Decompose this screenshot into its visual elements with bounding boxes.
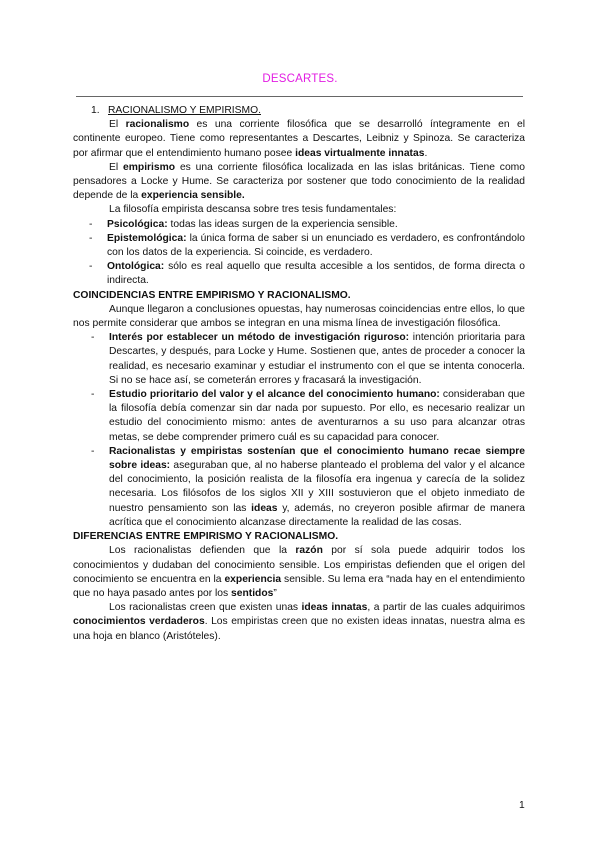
document-body <box>73 104 525 644</box>
list-item-thesis: - Epistemológica: la única forma de saber si un enunciado es verdadero, es confrontándolo con los datos de la experiencia. Si coincide, es verdadero. <box>89 232 525 259</box>
title-rule <box>76 96 523 97</box>
heading-coincidencias: COINCIDENCIAS ENTRE EMPIRISMO Y RACIONALISMO. <box>73 289 351 301</box>
list-item-thesis: - Psicológica: todas las ideas surgen de la experiencia sensible. <box>89 218 398 230</box>
section-title: RACIONALISMO Y EMPIRISMO. <box>108 105 261 116</box>
paragraph-tesis-intro: La filosofía empirista descansa sobre tres tesis fundamentales: <box>109 204 397 216</box>
list-item-coincidencia: - Estudio prioritario del valor y el alcance del conocimiento humano: consideraban que la filosofía debía comenzar sin dar nada por supuesto. Por ello, es necesario realizar un estudio del conocimiento mismo: antes de aventurarnos a su uso para alcanzar otras metas, se debe comprender primero cuál es su capacidad para conocer. <box>91 389 525 443</box>
list-item-thesis: - Ontológica: sólo es real aquello que resulta accesible a los sentidos, de forma directa o indirecta. <box>89 261 525 287</box>
paragraph-coincidencias-intro: Aunque llegaron a conclusiones opuestas, hay numerosas coincidencias entre ellos, lo que nos permite considerar que ambos se integran en una misma línea de investigación filosófica. <box>73 303 525 330</box>
page-number: 1 <box>519 800 525 811</box>
paragraph-racionalismo: El racionalismo es una corriente filosófica que se desarrolló íntegramente en el continente europeo. Tiene como representantes a Descartes, Leibniz y Spinoza. Se caracteriza por afirmar que el entendimiento humano posee ideas virtualmente innatas. <box>73 119 525 159</box>
paragraph-empirismo: El empirismo es una corriente filosófica localizada en las islas británicas. Tiene como pensadores a Locke y Hume. Se caracteriza por sostener que todo conocimiento de la realidad depende de la experiencia sensible. <box>73 161 525 202</box>
section-heading-1 <box>73 104 525 118</box>
paragraph-diferencias-1: Los racionalistas defienden que la razón por sí sola puede adquirir todos los conocimientos y dudaban del conocimiento sensible. Los empiristas defienden que el origen del conocimiento se encuentra en la experiencia sensible. Su lema era “nada hay en el entendimiento que no haya pasado antes por los sentidos” <box>73 545 525 599</box>
paragraph-diferencias-2: Los racionalistas creen que existen unas ideas innatas, a partir de las cuales adquirimos conocimientos verdaderos. Los empiristas creen que no existen ideas innatas, nuestra alma es una hoja en blanco (Aristóteles). <box>73 602 525 642</box>
list-item-coincidencia: - Racionalistas y empiristas sostenían que el conocimiento humano recae siempre sobre ideas: aseguraban que, al no haberse planteado el problema del valor y el alcance del conocimiento, la posición realista de la filosofía era ingenua y carecía de la solidez necesaria. Los filósofos de los siglos XII y XIII sostuvieron que el objeto inmediato de nuestro pensamiento son las ideas y, además, no creyeron posible afirmar de manera acrítica que el conocimiento alcanzase directamente la realidad de las cosas. <box>91 445 525 528</box>
section-number: 1. <box>91 105 100 116</box>
list-item-coincidencia: - Interés por establecer un método de investigación riguroso: intención prioritaria para Descartes, y después, para Locke y Hume. Sostienen que, antes de proceder a conocer la realidad, es necesario examinar y estudiar el instrumento con el que se intenta conocerla. Si no se hace así, se cometerán errores y fracasará la investigación. <box>91 332 525 386</box>
heading-diferencias: DIFERENCIAS ENTRE EMPIRISMO Y RACIONALISMO. <box>73 531 339 543</box>
document-title: DESCARTES. <box>262 73 338 85</box>
